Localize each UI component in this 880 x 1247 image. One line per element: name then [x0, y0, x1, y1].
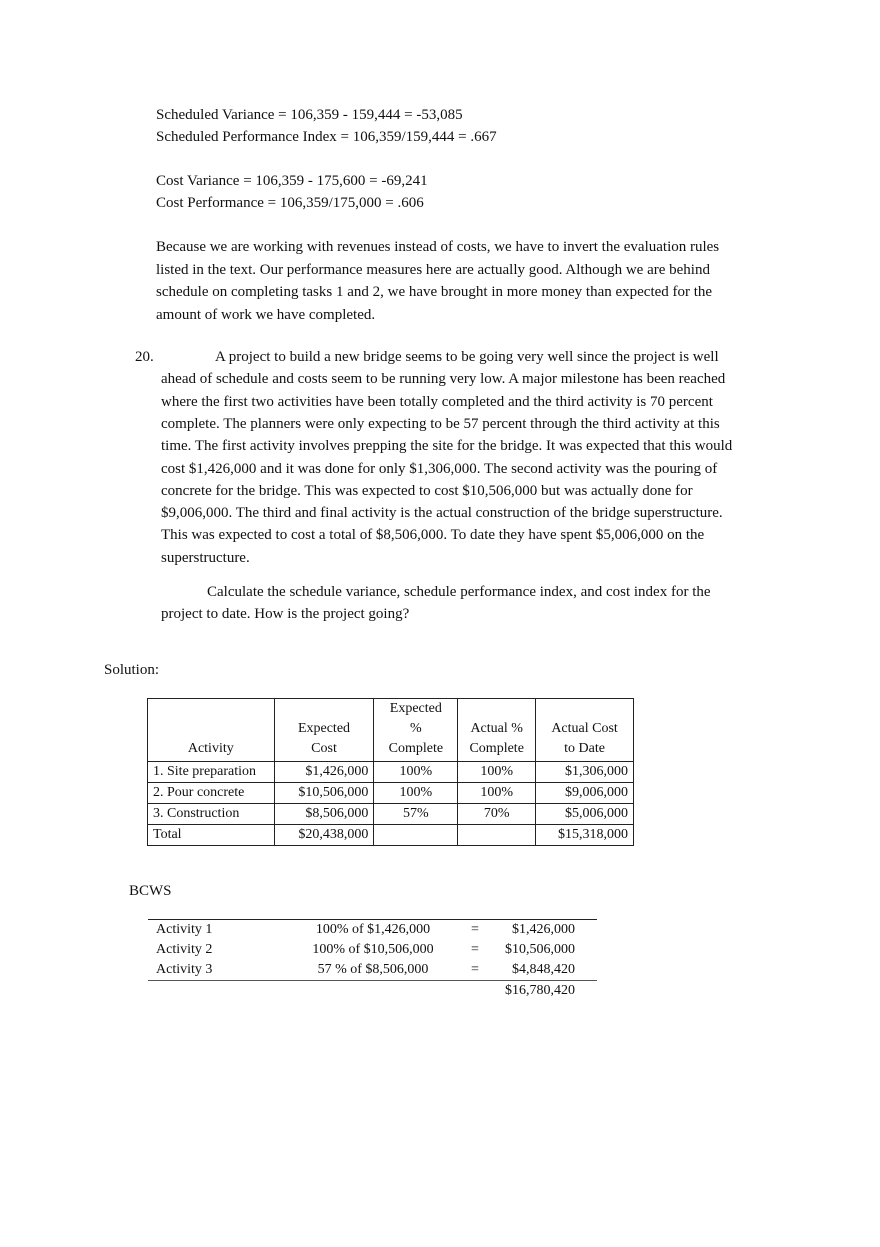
explanation-line: schedule on completing tasks 1 and 2, we have brought in more money than expected for the [156, 284, 713, 300]
problem-line: complete. The planners were only expecting to be 57 percent through the third activity at this [161, 415, 720, 432]
cell-actual-cost: $1,306,000 [536, 762, 634, 783]
header-expected-cost: Expected Cost [274, 699, 374, 762]
bcws-equals: = [471, 962, 479, 977]
bcws-value: $1,426,000 [512, 922, 575, 937]
cell-activity: 3. Construction [148, 804, 275, 825]
table-row [148, 783, 634, 804]
bcws-activity: Activity 2 [156, 942, 213, 957]
cell-actual-cost: $5,006,000 [536, 804, 634, 825]
header-activity: Activity [148, 699, 275, 762]
cell-expected-pct [374, 825, 458, 846]
cell-expected-cost: $20,438,000 [274, 825, 374, 846]
cell-expected-pct: 100% [374, 762, 458, 783]
cell-actual-pct: 100% [458, 762, 536, 783]
bcws-value: $4,848,420 [512, 962, 575, 977]
bcws-value: $10,506,000 [505, 942, 575, 957]
cost-performance-line: Cost Performance = 106,359/175,000 = .606 [156, 195, 424, 211]
cost-variance-line: Cost Variance = 106,359 - 175,600 = -69,241 [156, 173, 428, 189]
bcws-activity: Activity 1 [156, 922, 213, 937]
cell-actual-pct: 100% [458, 783, 536, 804]
bcws-activity: Activity 3 [156, 962, 213, 977]
explanation-line: Because we are working with revenues instead of costs, we have to invert the evaluation rules [156, 239, 720, 255]
cell-expected-cost: $10,506,000 [274, 783, 374, 804]
bcws-calc: 100% of $10,506,000 [312, 942, 434, 957]
bcws-row [148, 920, 597, 940]
scheduled-performance-index-line: Scheduled Performance Index = 106,359/159,444 = .667 [156, 129, 497, 145]
table-total-row [148, 825, 634, 846]
problem-line: cost $1,426,000 and it was done for only $1,306,000. The second activity was the pouring of [161, 460, 718, 477]
bcws-total: $16,780,420 [505, 983, 575, 998]
bcws-equals: = [471, 942, 479, 957]
bcws-row [148, 940, 597, 960]
problem-number: 20. [135, 349, 154, 365]
explanation-line: listed in the text. Our performance measures here are actually good. Although we are behind [156, 261, 710, 278]
table-row [148, 762, 634, 783]
problem-line: $9,006,000. The third and final activity is the actual construction of the bridge superstructure. [161, 505, 723, 522]
table-row [148, 804, 634, 825]
bcws-row [148, 960, 597, 980]
scheduled-variance-line: Scheduled Variance = 106,359 - 159,444 = -53,085 [156, 107, 463, 123]
problem-line: ahead of schedule and costs seem to be running very low. A major milestone has been reached [161, 371, 726, 388]
cell-activity: 2. Pour concrete [148, 783, 275, 804]
problem-line: This was expected to cost a total of $8,506,000. To date they have spent $5,006,000 on the [161, 527, 705, 544]
problem-line: A project to build a new bridge seems to be going very well since the project is well [215, 349, 719, 365]
bcws-equals: = [471, 922, 479, 937]
problem-line: concrete for the bridge. This was expected to cost $10,506,000 but was actually done for [161, 482, 693, 499]
explanation-line: amount of work we have completed. [156, 306, 376, 323]
cell-expected-cost: $8,506,000 [274, 804, 374, 825]
bcws-total-row [148, 981, 597, 1001]
bcws-label: BCWS [129, 883, 172, 899]
header-expected-pct: Expected % Complete [374, 699, 458, 762]
solution-label: Solution: [104, 662, 160, 678]
header-actual-cost: Actual Cost to Date [536, 699, 634, 762]
cell-actual-cost: $9,006,000 [536, 783, 634, 804]
problem-line: time. The first activity involves prepping the site for the bridge. It was expected that this would [161, 438, 733, 455]
problem-line: superstructure. [161, 549, 250, 566]
table-header-row [148, 699, 634, 762]
activity-table [147, 698, 634, 846]
cell-actual-cost: $15,318,000 [536, 825, 634, 846]
cell-expected-cost: $1,426,000 [274, 762, 374, 783]
cell-actual-pct [458, 825, 536, 846]
cell-expected-pct: 100% [374, 783, 458, 804]
cell-actual-pct: 70% [458, 804, 536, 825]
bcws-calc: 57 % of $8,506,000 [317, 962, 429, 977]
cell-expected-pct: 57% [374, 804, 458, 825]
cell-activity: Total [148, 825, 275, 846]
cell-activity: 1. Site preparation [148, 762, 275, 783]
problem-line: where the first two activities have been totally completed and the third activity is 70 percent [161, 393, 713, 410]
header-actual-pct: Actual % Complete [458, 699, 536, 762]
bcws-calc: 100% of $1,426,000 [315, 922, 431, 937]
question-line: Calculate the schedule variance, schedule performance index, and cost index for the [207, 584, 711, 600]
question-line: project to date. How is the project going? [161, 606, 410, 623]
